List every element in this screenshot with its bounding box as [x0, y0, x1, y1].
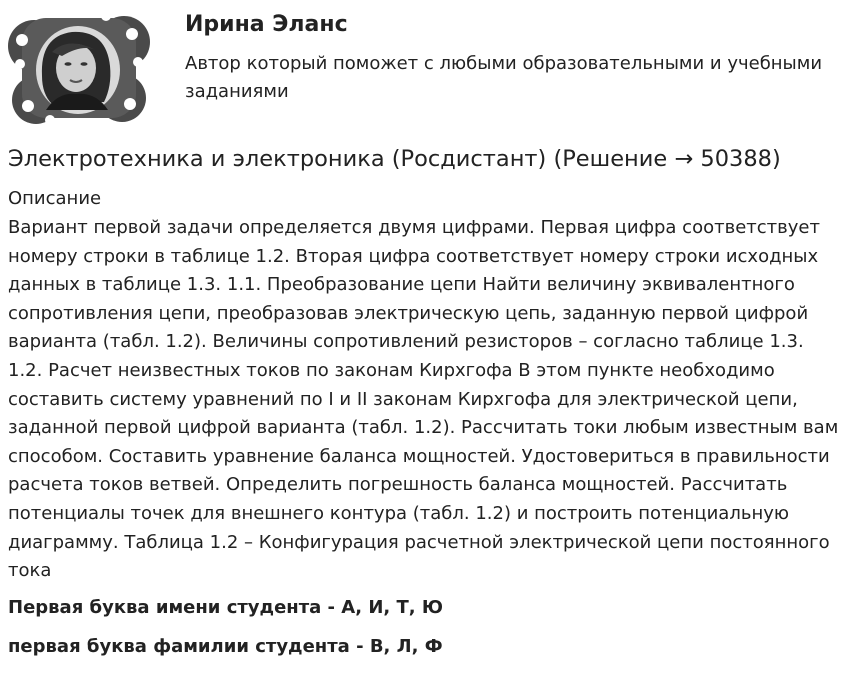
author-avatar — [6, 6, 152, 128]
work-description: Вариант первой задачи определяется двумя цифрами. Первая цифра соответствует номеру строки в таблице 1.2. Вторая цифра соответствует номеру строки исходных данных в таблице 1.3. 1.1. Преобразование цепи Найти величину эквивалентного сопротивления цепи, преобразовав электрическую цепь, заданную первой цифрой варианта (табл. 1.2). Величины сопротивлений резисторов – согласно таблице 1.3. 1.2. Расчет неизвестных токов по законам Кирхгофа В этом пункте необходимо составить систему уравнений по I и II законам Кирхгофа для электрической цепи, заданной первой цифрой варианта (табл. 1.2). Рассчитать токи любым известным вам способом. Составить уравнение баланса мощностей. Удостовериться в правильности расчета токов ветвей. Определить погрешность баланса мощностей. Рассчитать потенциалы точек для внешнего контура (табл. 1.2) и построить потенциальную диаграмму. Таблица 1.2 – Конфигурация расчетной электрической цепи постоянного тока — [8, 217, 839, 582]
author-name: Ирина Эланс — [185, 12, 348, 37]
work-title: Электротехника и электроника (Росдистант) (Решение → 50388) — [8, 146, 781, 172]
last-name-letters: первая буква фамилии студента - В, Л, Ф — [8, 636, 443, 657]
author-description: Автор который поможет с любыми образовательными и учебными заданиями — [185, 53, 823, 102]
first-name-letters: Первая буква имени студента - А, И, Т, Ю — [8, 597, 444, 618]
author-card — [0, 0, 847, 130]
description-heading: Описание — [8, 188, 102, 209]
